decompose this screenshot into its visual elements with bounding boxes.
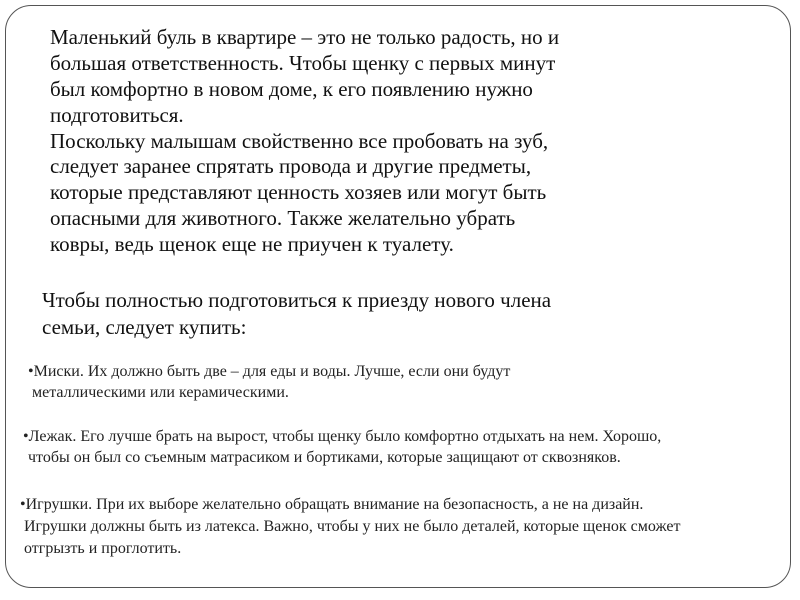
text-line: Поскольку малышам свойственно все пробовать на зуб, <box>50 129 549 153</box>
text-line: •Лежак. Его лучше брать на вырост, чтобы щенку было комфортно отдыхать на нем. Хорошо, <box>23 428 662 445</box>
text-line: чтобы он был со съемным матрасиком и бортиками, которые защищают от сквозняков. <box>28 449 621 466</box>
text-line: Маленький буль в квартире – это не только радость, но и <box>50 25 560 49</box>
text-line: Игрушки должны быть из латекса. Важно, чтобы у них не было деталей, которые щенок сможет <box>24 518 681 535</box>
text-line: подготовиться. <box>50 103 184 127</box>
text-line: большая ответственность. Чтобы щенку с первых минут <box>50 51 556 75</box>
text-line: ковры, ведь щенок еще не приучен к туалету. <box>50 232 454 256</box>
text-line: следует заранее спрятать провода и другие предметы, <box>50 154 532 178</box>
text-line: •Миски. Их должно быть две – для еды и воды. Лучше, если они будут <box>28 363 511 380</box>
text-line: Чтобы полностью подготовиться к приезду нового члена <box>42 288 552 312</box>
text-line: •Игрушки. При их выборе желательно обращать внимание на безопасность, а не на дизайн. <box>20 496 644 513</box>
text-line: отгрызть и проглотить. <box>24 540 182 557</box>
text-line: металлическими или керамическими. <box>32 384 289 401</box>
text-line: был комфортно в новом доме, к его появлению нужно <box>50 77 533 101</box>
text-line: опасными для животного. Также желательно убрать <box>50 206 516 230</box>
text-line: которые представляют ценность хозяев или могут быть <box>50 180 547 204</box>
text-line: семьи, следует купить: <box>42 315 247 339</box>
